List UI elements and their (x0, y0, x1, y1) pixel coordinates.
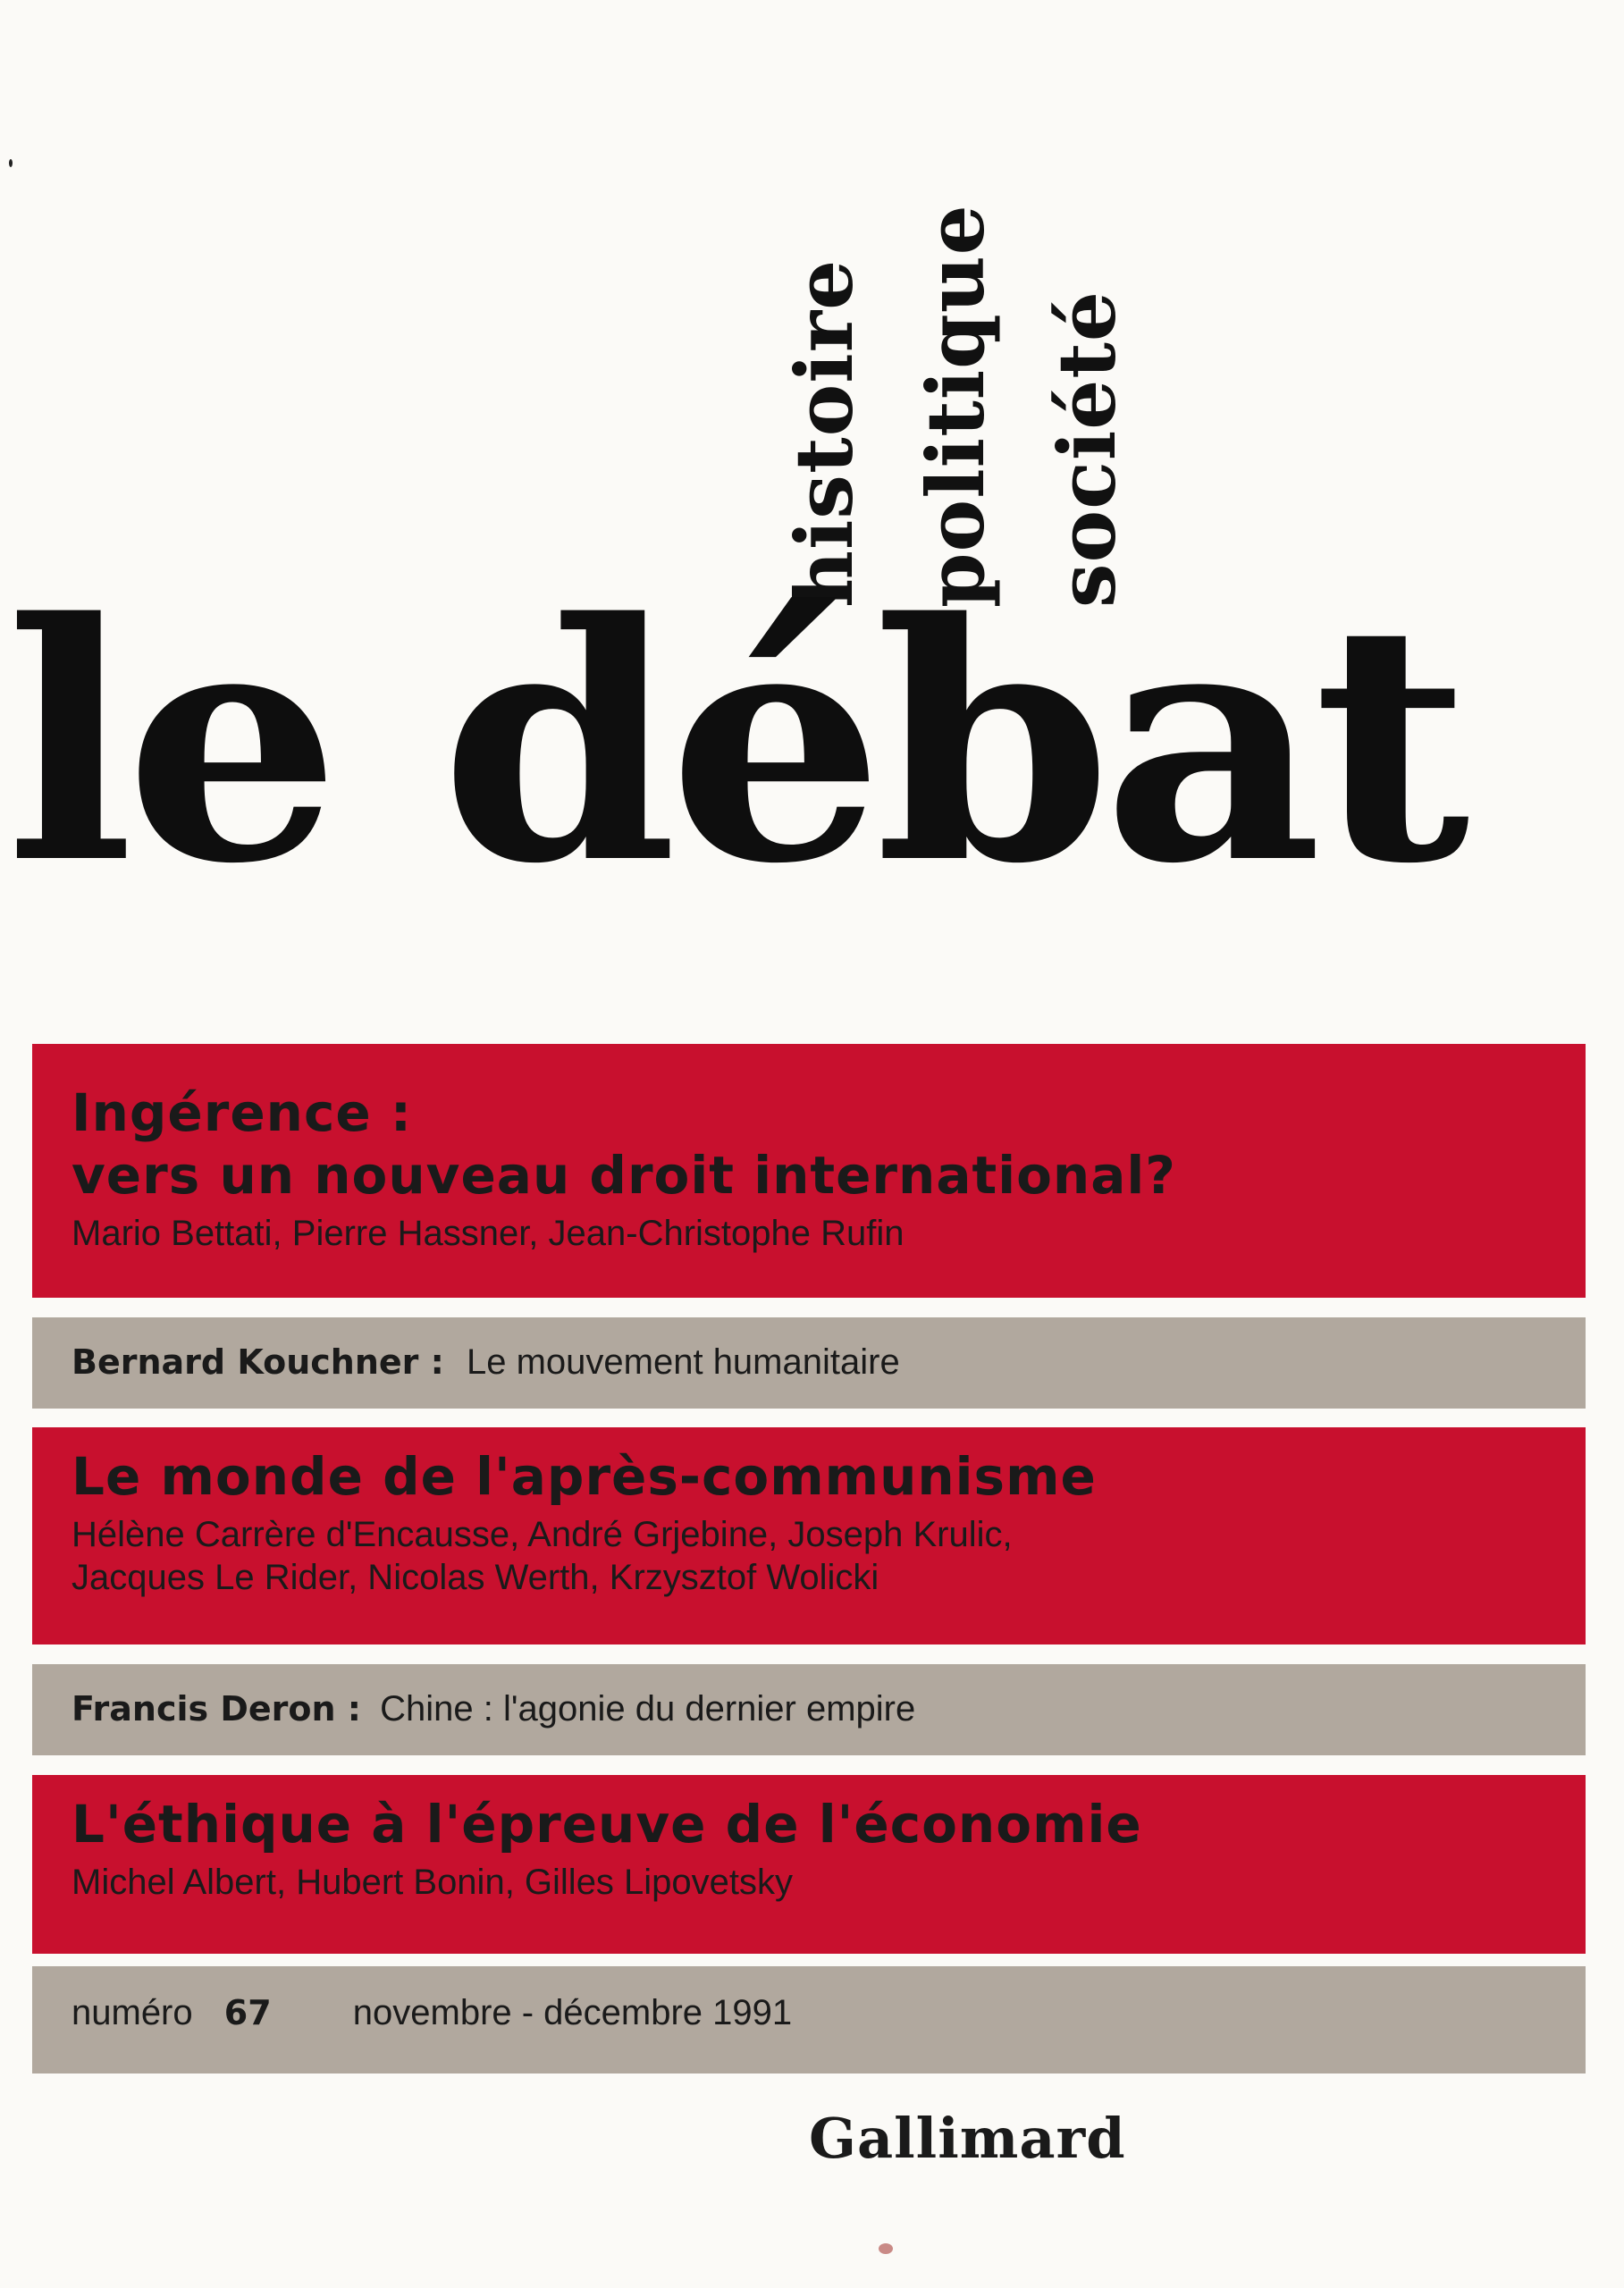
feature-heading-line1: Ingérence : (72, 1082, 413, 1143)
issue-date: novembre - décembre 1991 (352, 1993, 793, 2032)
publisher-name: Gallimard (809, 2106, 1126, 2171)
feature-heading-line2: vers un nouveau droit international? (72, 1145, 1176, 1206)
feature-apres-communisme (32, 1427, 1586, 1644)
article-author: Bernard Kouchner : (72, 1342, 444, 1382)
article-deron (32, 1664, 1586, 1755)
feature-ingerence (32, 1044, 1586, 1298)
article-kouchner (32, 1317, 1586, 1409)
magazine-title: le débat (5, 552, 1461, 936)
issue-info (32, 1966, 1586, 2074)
feature-authors-line1: Hélène Carrère d'Encausse, André Grjebine, Joseph Krulic, (72, 1515, 1013, 1554)
feature-ethique (32, 1775, 1586, 1954)
feature-authors: Mario Bettati, Pierre Hassner, Jean-Christophe Rufin (72, 1214, 905, 1253)
issue-label: numéro (72, 1993, 193, 2032)
article-topic: Chine : l'agonie du dernier empire (380, 1689, 916, 1729)
subject-societe: société (1040, 290, 1133, 608)
feature-authors: Michel Albert, Hubert Bonin, Gilles Lipovetsky (72, 1863, 794, 1902)
feature-heading: L'éthique à l'épreuve de l'économie (72, 1794, 1142, 1855)
article-author: Francis Deron : (72, 1689, 362, 1729)
article-topic: Le mouvement humanitaire (466, 1342, 900, 1382)
speck (879, 2243, 893, 2254)
feature-heading: Le monde de l'après-communisme (72, 1446, 1097, 1507)
issue-number: 67 (223, 1993, 272, 2032)
subject-politique: politique (909, 204, 1002, 608)
feature-authors-line2: Jacques Le Rider, Nicolas Werth, Krzysztof Wolicki (72, 1558, 879, 1597)
speck (9, 159, 13, 167)
subject-histoire: histoire (778, 258, 871, 608)
